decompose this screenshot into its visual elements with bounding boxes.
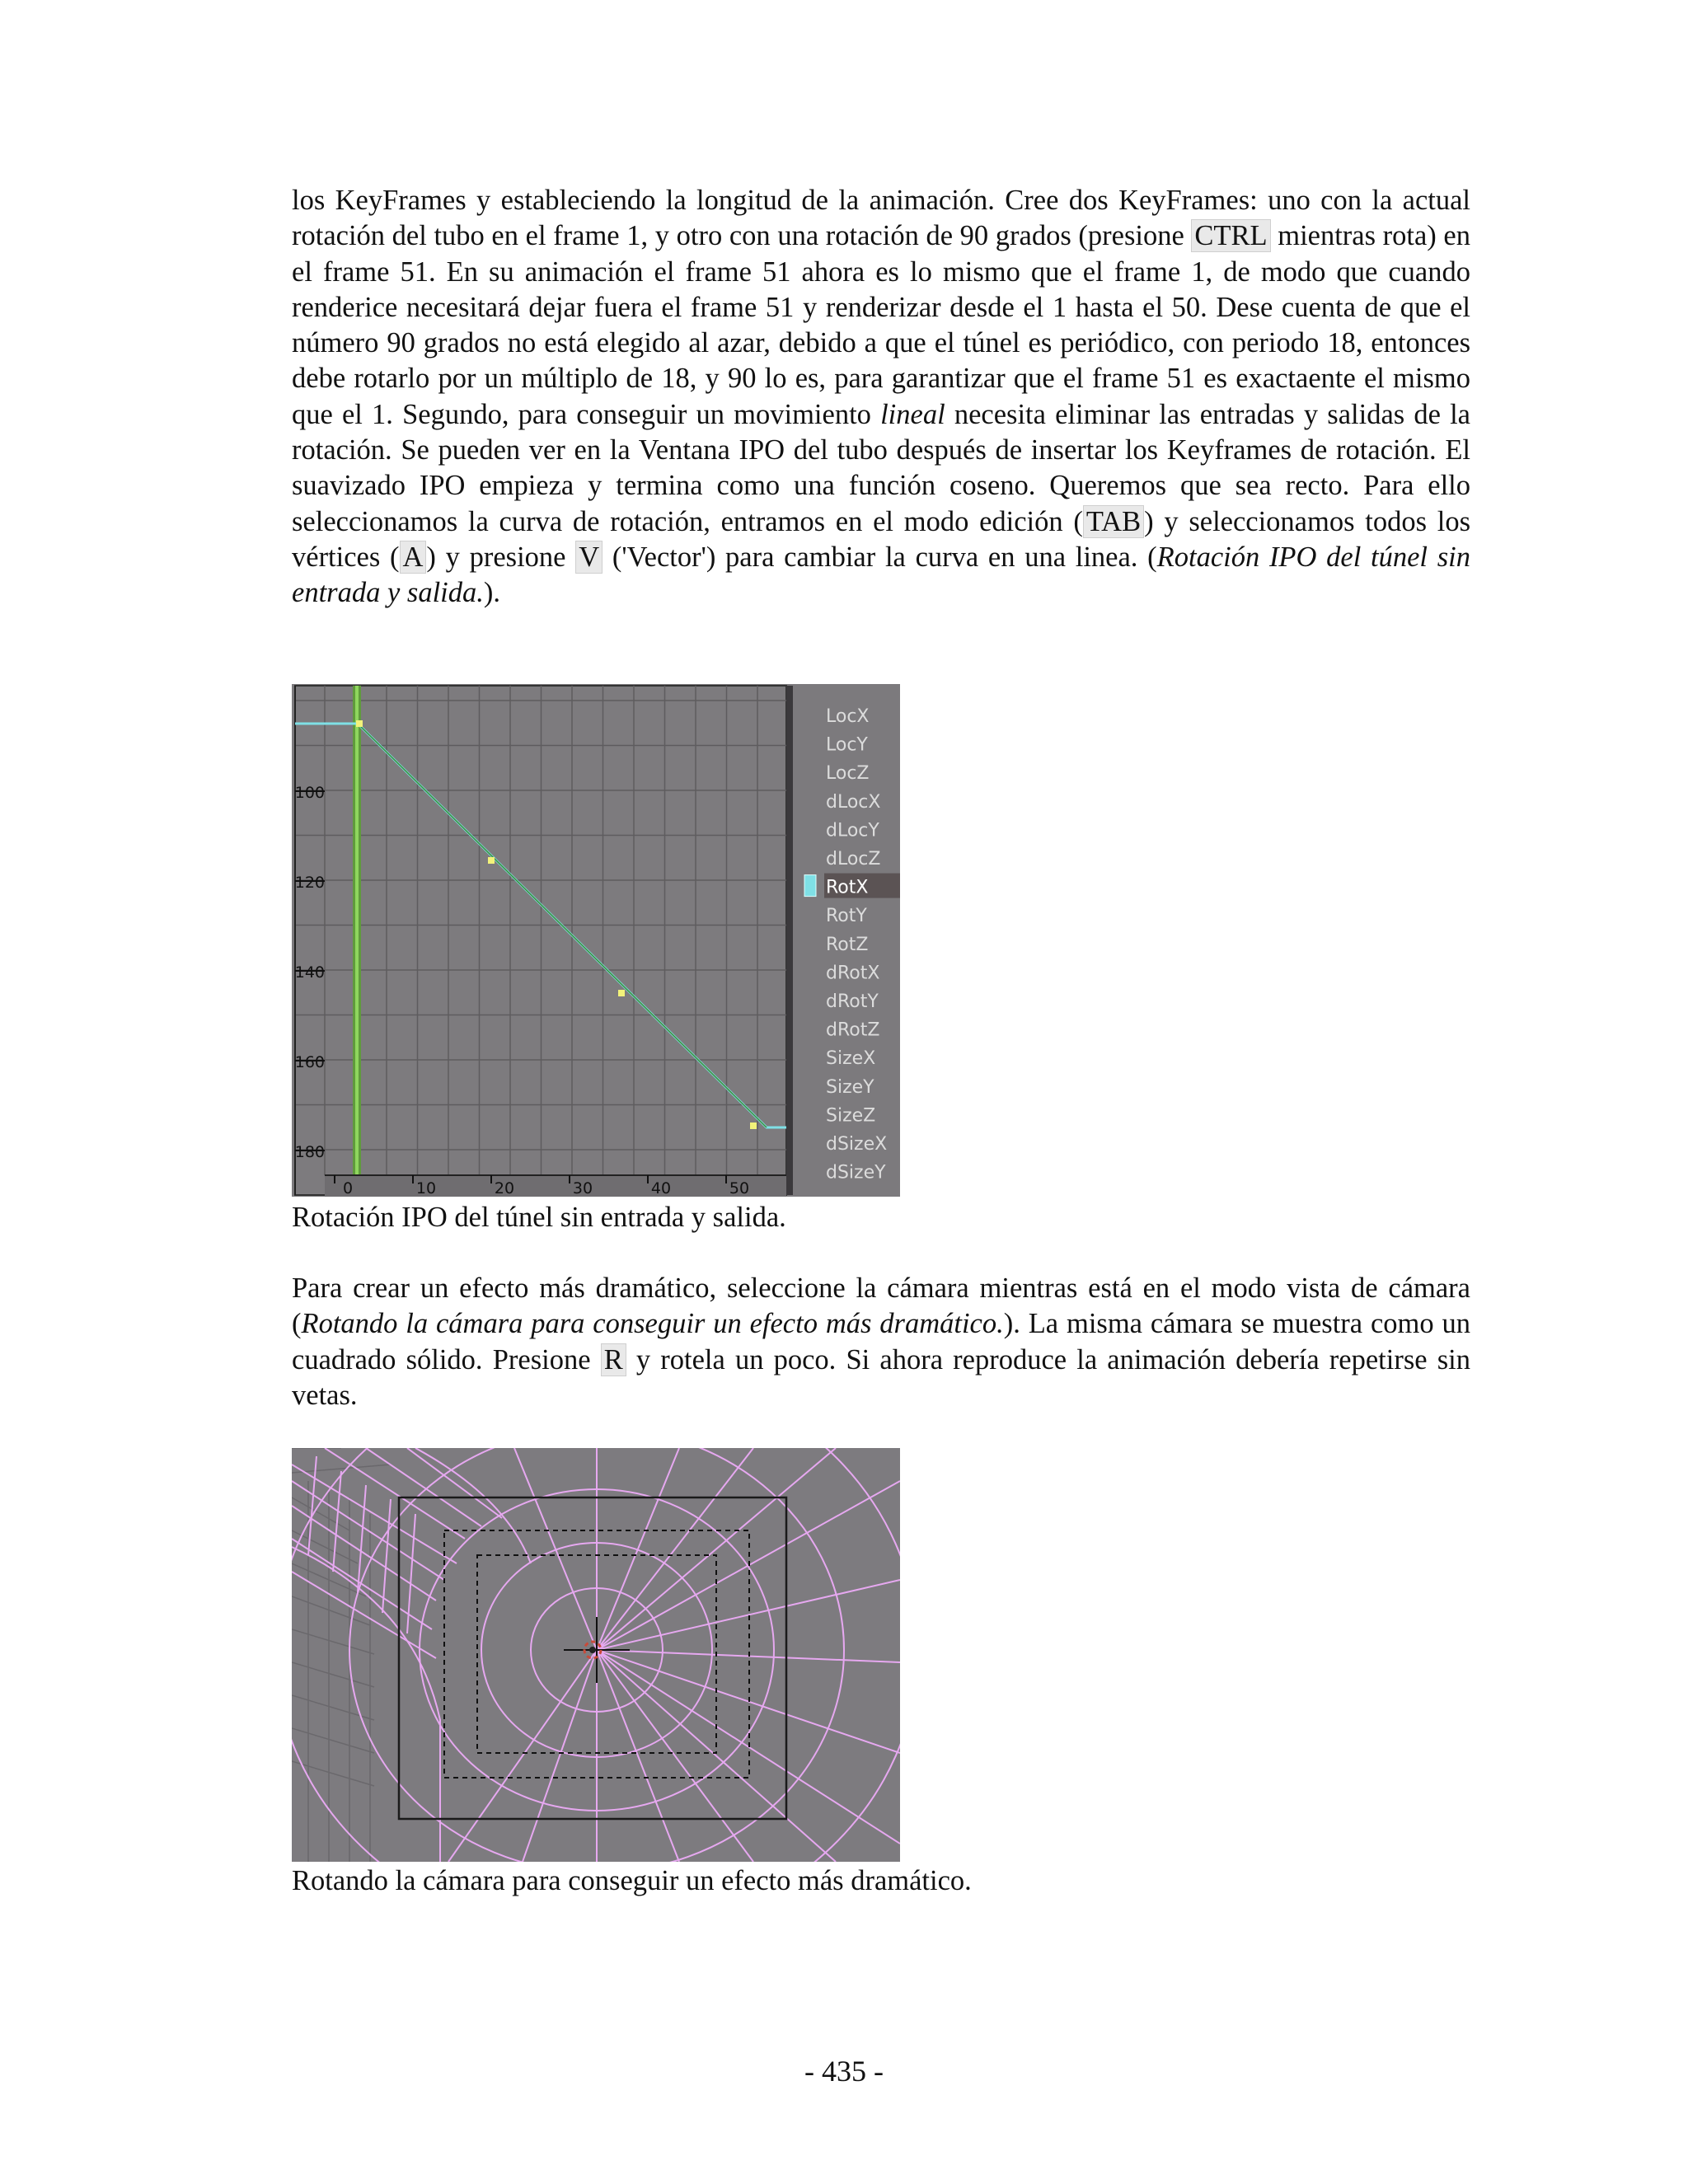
- channel-label: LocY: [826, 734, 868, 756]
- x-tick-label: 0: [342, 1179, 354, 1197]
- figure-reference-link[interactable]: Rotación IPO del túnel sin entrada y salida.: [292, 541, 1470, 609]
- text-run: ) y seleccionamos todos los vértices (: [292, 505, 1471, 573]
- curve-vertex[interactable]: [618, 990, 625, 996]
- channel-item-sizex[interactable]: [826, 1048, 875, 1069]
- text-run: y rotela un poco. Si ahora reproduce la animación debería repetirse sin vetas.: [292, 1343, 1470, 1411]
- channel-item-dlocx[interactable]: [826, 792, 880, 813]
- text-run: mientras rota) en el frame 51. En su animación el frame 51 ahora es lo mismo que el frame 1, de modo que cuando renderice necesitará dejar fuera el frame 51 y renderizar desde el 1 hasta el 50. Dese cuenta de que el número 90 grados no está elegido al azar, debido a que el túnel es periódico, con periodo 18, entonces debe rotarlo por un múltiplo de 18, y 90 lo es, para garantizar que el frame 51 es exactaente el mismo que el 1. Segundo, para conseguir un movimiento: [292, 220, 1470, 430]
- y-tick-label: 160: [294, 1053, 325, 1071]
- emphasis-lineal: lineal: [880, 398, 945, 430]
- key-tab: TAB: [1083, 505, 1144, 538]
- text-run: ('Vector') para cambiar la curva en una linea. (: [603, 541, 1157, 573]
- x-tick-label: 40: [650, 1179, 672, 1197]
- paragraph-keyframes: [292, 183, 1470, 612]
- channel-label: dLocY: [826, 820, 879, 841]
- page-number: - 435 -: [804, 2055, 884, 2088]
- x-tick-label: 50: [729, 1179, 750, 1197]
- channel-label: RotZ: [826, 934, 869, 955]
- channel-label: RotY: [826, 906, 867, 927]
- channel-item-rotz[interactable]: [826, 935, 868, 955]
- channel-label: SizeZ: [826, 1105, 876, 1127]
- channel-item-locx[interactable]: [826, 706, 870, 727]
- text-run: los KeyFrames y estableciendo la longitud de la animación. Cree dos KeyFrames: uno con la actual rotación del tubo en el frame 1, y otro con una rotación de 90 grados (presione: [292, 185, 1470, 252]
- curve-vertex[interactable]: [750, 1122, 757, 1129]
- channel-label: dSizeX: [826, 1134, 888, 1155]
- key-ctrl: CTRL: [1191, 219, 1270, 252]
- channel-item-dsizey[interactable]: [826, 1163, 886, 1183]
- channel-label: dRotX: [826, 963, 880, 984]
- y-tick-label: 120: [294, 874, 325, 892]
- ipo-window-svg: [292, 684, 900, 1197]
- figure-reference-link[interactable]: Rotando la cámara para conseguir un efecto más dramático.: [301, 1308, 1004, 1340]
- text-run: ). La misma cámara se muestra como un cuadrado sólido. Presione: [292, 1308, 1470, 1376]
- channel-item-dlocz[interactable]: [826, 849, 880, 869]
- channel-label: dRotY: [826, 991, 879, 1012]
- channel-item-locz[interactable]: [826, 763, 870, 784]
- figure2-caption: Rotando la cámara para conseguir un efecto más dramático.: [292, 1865, 972, 1896]
- figure1-caption: Rotación IPO del túnel sin entrada y salida.: [292, 1202, 786, 1233]
- channel-item-dlocy[interactable]: [826, 820, 879, 841]
- paragraph-camera: [292, 1271, 1470, 1413]
- x-tick-label: 10: [415, 1179, 437, 1197]
- camera-view-figure: [292, 1448, 900, 1862]
- channel-item-dsizex[interactable]: [826, 1134, 887, 1155]
- channel-label: dRotZ: [826, 1019, 880, 1041]
- channel-item-sizey[interactable]: [826, 1077, 874, 1098]
- text-run: Para crear un efecto más dramático, seleccione la cámara mientras está en el modo vista de cámara (: [292, 1272, 1470, 1340]
- channel-label: SizeY: [826, 1076, 874, 1098]
- channel-item-sizez[interactable]: [826, 1105, 875, 1126]
- channel-label: SizeX: [826, 1048, 876, 1070]
- channel-label: dLocZ: [826, 849, 881, 869]
- channel-label: dLocX: [826, 791, 881, 813]
- text-run: ) y presione: [426, 541, 576, 573]
- channel-label: dSizeY: [826, 1162, 886, 1183]
- text-run: necesita eliminar las entradas y salidas de la rotación. Se pueden ver en la Ventana IPO del tubo después de insertar los Keyframes de rotación. El suavizado IPO empieza y termina como una función coseno. Queremos que sea recto. Para ello seleccionamos la curva de rotación, entramos en el modo edición (: [292, 398, 1470, 537]
- ipo-window-figure: [292, 684, 900, 1197]
- channel-label: RotX: [826, 877, 869, 898]
- y-tick-label: 100: [294, 784, 325, 802]
- channel-label: LocX: [826, 706, 870, 727]
- text-run: ).: [483, 577, 500, 609]
- channel-color-swatch: [804, 875, 816, 897]
- x-tick-label: 30: [572, 1179, 593, 1197]
- y-tick-label: 180: [294, 1143, 325, 1161]
- camera-view-svg: [292, 1448, 900, 1862]
- key-r: R: [601, 1343, 626, 1376]
- channel-item-drotx[interactable]: [826, 963, 879, 983]
- channel-item-drotz[interactable]: [826, 1020, 879, 1041]
- channel-item-droty[interactable]: [826, 991, 879, 1012]
- key-a: A: [400, 541, 427, 574]
- curve-vertex[interactable]: [356, 720, 363, 727]
- channel-label: LocZ: [826, 763, 870, 785]
- curve-vertex[interactable]: [488, 857, 495, 864]
- channel-item-locy[interactable]: [826, 735, 868, 756]
- key-v: V: [575, 541, 603, 574]
- y-tick-label: 140: [294, 963, 325, 982]
- x-tick-label: 20: [494, 1179, 515, 1197]
- channel-item-roty[interactable]: [826, 906, 867, 926]
